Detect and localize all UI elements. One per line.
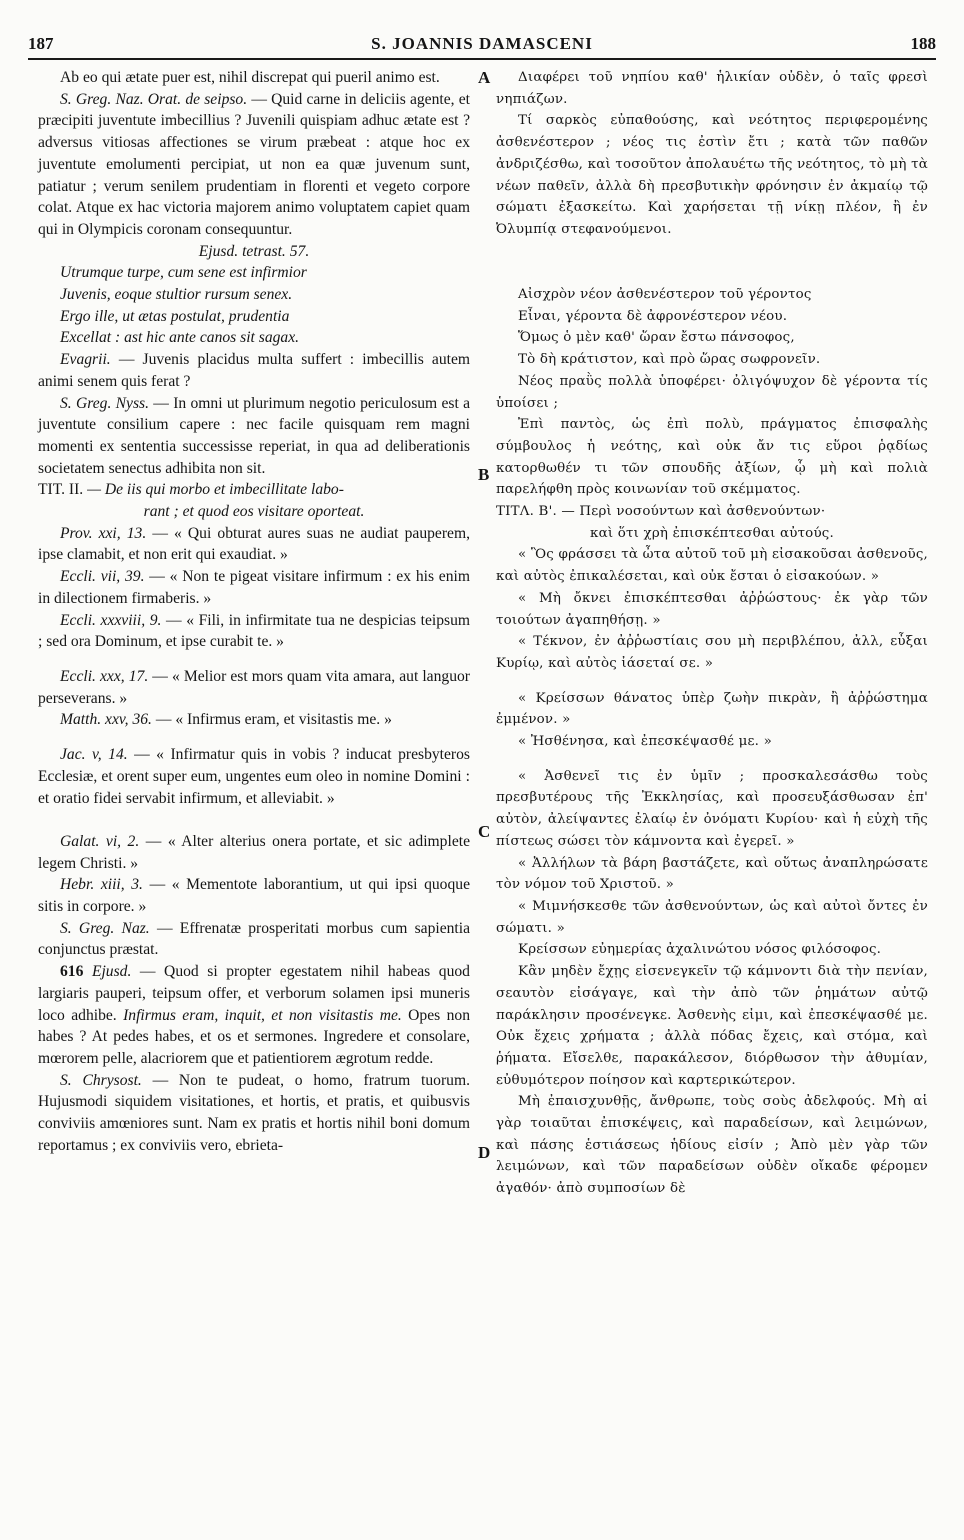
- greek-paragraph: Κρείσσων εὐημερίας ἀχαλινώτου νόσος φιλόσοφος.: [518, 942, 882, 958]
- greek-paragraph: Τί σαρκὸς εὐπαθούσης, καὶ νεότητος περιφερομένης ἀσθενέστερον ; νέος τις ἐστὶν ἔτι ; κατὰ τῶν παθῶν ἀνδριζέσθω, καὶ τοσοῦτον ἀπολαυέτω τῆς νεότητος, τὸ μὴ τὰ νέων παθεῖν, ἀλλὰ δὴ πρεσβυτικὴν φρόνησιν ἐν ἀκμαίῳ τῷ σώματι ἐξασκείτω. Καὶ χαρήσεται τῇ νίκῃ πλέον, ἢ ἐν Ὀλυμπίᾳ στεφανούμενοι.: [496, 113, 928, 237]
- latin-paragraph: Matth. xxv, 36. — « Infirmus eram, et visitastis me. »: [60, 711, 392, 729]
- greek-paragraph: « Τέκνον, ἐν ἀῤῥωστίαις σου μὴ περιβλέπου, ἀλλ, εὖξαι Κυρίῳ, καὶ αὐτὸς ἰάσεταί σε. »: [496, 634, 928, 671]
- latin-column: [38, 67, 470, 1156]
- latin-paragraph: Prov. xxi, 13. — « Qui obturat aures suas ne audiat pauperem, ipse clamabit, et non erit qui exaudiat. »: [38, 524, 470, 564]
- latin-paragraph: S. Greg. Naz. Orat. de seipso. — Quid carne in deliciis agente, et præcipiti juventute imbecillius ? Juvenili quispiam adhuc ætate est ? adversus vitiosas affectiones se virum præbeat : atque hoc ex juventute emolumenti percipiat, ut non ea quæ juvenum sunt, patiatur ; verum senilem prudentiam in florenti et vegeto corpore colat. Atque ex hac victoria majorem animo voluptatem capiet quam qui in Olympicis coronam consequuntur.: [38, 90, 470, 238]
- page-header: [28, 34, 936, 56]
- latin-paragraph: Ab eo qui ætate puer est, nihil discrepat qui pueril animo est.: [60, 69, 440, 86]
- section-title-cont: rant ; et quod eos visitare oporteat.: [143, 503, 365, 521]
- margin-marker-b: B: [478, 465, 490, 484]
- running-title: S. JOANNIS DAMASCENI: [371, 34, 593, 53]
- verse-line: Ὅμως ὁ μὲν καθ' ὥραν ἔστω πάνσοφος,: [518, 330, 795, 346]
- verse-line: Excellat : ast hic ante canos sit sagax.: [60, 329, 300, 347]
- latin-paragraph: Jac. v, 14. — « Infirmatur quis in vobis ? inducat presbyteros Ecclesiæ, et orent super eum, ungentes eum oleo in nomine Domini : et oratio fidei servabit infirmum, et alleviabit. »: [38, 746, 470, 807]
- section-title-cont: καὶ ὅτι χρὴ ἐπισκέπτεσθαι αὐτούς.: [590, 525, 834, 541]
- greek-paragraph: Κἂν μηδὲν ἔχῃς εἰσενεγκεῖν τῷ κάμνοντι διὰ τὴν πενίαν, σεαυτὸν εἰσάγαγε, καὶ τὴν ἀπὸ τῶν ῥημάτων αὐτῷ παράκλησιν προσένεγκε. Ἀσθενὴς εἰμι, καὶ ἐπεσκέψασθέ με. Οὐκ ἔχεις χρήματα ; ἀλλὰ πόδας ἔχεις, καὶ στόμα, καὶ ῥήματα. Εἴσελθε, παρακάλεσον, διόρθωσον τὴν ἀθυμίαν, εὐθυμότερον ποίησον καὶ καρτερικώτερον.: [496, 964, 928, 1088]
- header-rule: [28, 58, 936, 60]
- greek-verse: [496, 284, 928, 371]
- latin-verse: [38, 262, 470, 349]
- verse-line: Τὸ δὴ κράτιστον, καὶ πρὸ ὥρας σωφρονεῖν.: [518, 352, 821, 368]
- verse-line: Ergo ille, ut ætas postulat, prudentia: [60, 307, 290, 325]
- latin-source: Ejusd. tetrast. 57.: [198, 242, 310, 260]
- margin-marker-d: D: [478, 1143, 491, 1162]
- greek-paragraph: Ἐπὶ παντὸς, ὡς ἐπὶ πολὺ, πράγματος ἐπισφαλὴς σύμβουλος ἡ νεότης, καὶ οὐκ ἄν τις εὕροι ῥᾳδίως κατορθωθέν τι τῶν σπουδῆς ἀξίων, ᾧ μὴ καὶ πολιὰ παρελήφθη πρὸς κοινωνίαν τοῦ σκέμματος.: [496, 417, 928, 498]
- greek-column: [496, 67, 928, 1200]
- verse-line: Juvenis, eoque stultior rursum senex.: [60, 286, 293, 304]
- verse-line: Εἶναι, γέροντα δὲ ἀφρονέστερον νέου.: [518, 308, 788, 324]
- margin-marker-a: A: [478, 68, 491, 87]
- latin-paragraph: S. Greg. Naz. — Effrenatæ prosperitati morbus cum sapientia conjunctus præstat.: [38, 919, 471, 959]
- greek-paragraph: « Ὃς φράσσει τὰ ὦτα αὐτοῦ τοῦ μὴ εἰσακοῦσαι ἀσθενοῦς, καὶ αὐτὸς ἐπικαλέσεται, καὶ οὐκ ἔσται ὁ εἰσακούων. »: [496, 547, 928, 585]
- latin-paragraph: Eccli. vii, 39. — « Non te pigeat visitare infirmum : ex his enim in dilectionem firmaberis. »: [38, 568, 470, 607]
- latin-paragraph: Eccli. xxx, 17. — « Melior est mors quam vita amara, aut languor perseverans. »: [38, 667, 470, 707]
- margin-marker-c: C: [478, 822, 491, 841]
- greek-paragraph: Διαφέρει τοῦ νηπίου καθ' ἡλικίαν οὐδὲν, ὁ ταῖς φρεσὶ νηπιάζων.: [496, 70, 928, 107]
- page-number-left: 187: [28, 34, 54, 53]
- verse-line: Αἰσχρὸν νέον ἀσθενέστερον τοῦ γέροντος: [518, 287, 812, 302]
- section-title: ΤΙΤΛ. Β'. — Περὶ νοσούντων καὶ ἀσθενούντων·: [496, 504, 826, 520]
- latin-paragraph: Hebr. xiii, 3. — « Mementote laborantium, ut qui ipsi quoque sitis in corpore. »: [38, 876, 470, 915]
- greek-paragraph: Νέος πραῢς πολλὰ ὑποφέρει· ὀλιγόψυχον δὲ γέροντα τίς ὑποίσει ;: [496, 373, 928, 411]
- latin-paragraph: S. Chrysost. — Non te pudeat, o homo, fratrum tuorum. Hujusmodi siquidem visitationes, et hortis, et pratis, et quibusvis conviviis amœniores sunt. Nam ex pratis et hortis nihil boni domum reportamus ; ex conviviis vero, ebrieta-: [38, 1071, 470, 1154]
- latin-paragraph: 616 Ejusd. — Quod si propter egestatem nihil habeas quod largiaris pauperi, teipsum offer, et verborum solamen ipsi muneris loco adhibe. Infirmus eram, inquit, et non visitastis me. Opes non habes ? At pedes habes, et os et sermones. Ingredere et consolare, mœrorem pelle, alacriorem que et patientiorem ægrotum redde.: [38, 963, 470, 1067]
- greek-paragraph: « Ἀσθενεῖ τις ἐν ὑμῖν ; προσκαλεσάσθω τοὺς πρεσβυτέρους τῆς Ἐκκλησίας, καὶ προσευξάσθωσαν ἐπ' αὐτὸν, ἀλείψαντες ἐλαίῳ ἐν ὀνόματι Κυρίου· καὶ ἡ εὐχὴ τῆς πίστεως σώσει τὸν κάμνοντα καὶ ἐγερεῖ. »: [496, 768, 928, 849]
- latin-paragraph: Eccli. xxxviii, 9. — « Fili, in infirmitate tua ne despicias teipsum ; sed ora Dominum, et ipse curabit te. »: [38, 611, 470, 651]
- latin-paragraph: Evagrii. — Juvenis placidus multa suffert : imbecillis autem animi senem quis ferat ?: [38, 351, 470, 390]
- section-title: TIT. II. — De iis qui morbo et imbecillitate labo-: [38, 481, 344, 499]
- greek-paragraph: « Κρείσσων θάνατος ὑπὲρ ζωὴν πικρὰν, ἢ ἀῤῥώστημα ἐμμένον. »: [496, 690, 928, 728]
- greek-paragraph: « Μὴ ὄκνει ἐπισκέπτεσθαι ἀῤῥώστους· ἐκ γὰρ τῶν τοιούτων ἀγαπηθήσῃ. »: [496, 590, 928, 628]
- latin-paragraph: S. Greg. Nyss. — In omni ut plurimum negotio periculosum est a juventute consilium capere : nec facile quisquam rem magni momenti ex sententia successisse reperiat, in qua ad deliberationis societatem senectus adhibita non sit.: [38, 394, 471, 477]
- latin-paragraph: Galat. vi, 2. — « Alter alterius onera portate, et sic adimplete legem Christi. »: [38, 832, 470, 872]
- greek-paragraph: « Ἠσθένησα, καὶ ἐπεσκέψασθέ με. »: [518, 734, 772, 750]
- greek-paragraph: « Μιμνήσκεσθε τῶν ἀσθενούντων, ὡς καὶ αὐτοὶ ὄντες ἐν σώματι. »: [496, 898, 928, 936]
- verse-line: Utrumque turpe, cum sene est infirmior: [60, 264, 307, 282]
- greek-paragraph: « Ἀλλήλων τὰ βάρη βαστάζετε, καὶ οὕτως ἀναπληρώσατε τὸν νόμον τοῦ Χριστοῦ. »: [496, 855, 928, 893]
- page-number-right: 188: [910, 34, 936, 53]
- greek-paragraph: Μὴ ἐπαισχυνθῇς, ἄνθρωπε, τοὺς σοὺς ἀδελφούς. Μὴ αἱ γὰρ τοιαῦται ἐπισκέψεις, καὶ παραδείσων, καὶ λειμώνων, καὶ πάσης ἑστιάσεως ἡδίους εἰσίν ; Ἀπὸ μὲν γὰρ τῶν λειμώνων, καὶ τῶν παραδείσων οὐδὲν οἴκαδε φέρομεν ἀγαθόν· ἀπὸ συμποσίων δὲ: [496, 1094, 928, 1197]
